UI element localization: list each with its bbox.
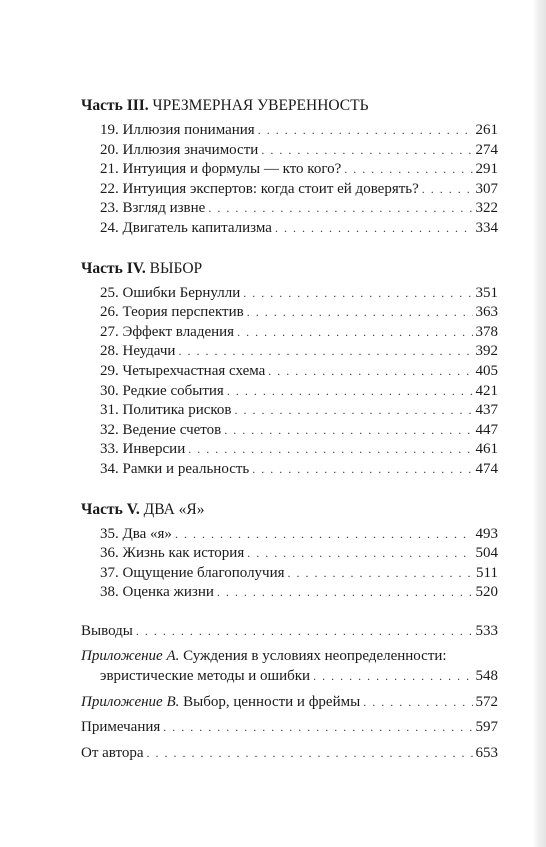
- toc-entry[interactable]: [81, 583, 498, 603]
- part-title: ВЫБОР: [145, 259, 203, 277]
- dot-leader: [235, 401, 473, 421]
- dot-leader: [363, 693, 472, 713]
- part-title: ЧРЕЗМЕРНАЯ УВЕРЕННОСТЬ: [148, 97, 369, 114]
- chapter-title: 34. Рамки и реальность: [100, 460, 250, 477]
- toc-entry[interactable]: [81, 180, 498, 200]
- page-number: 392: [475, 343, 498, 360]
- chapter-title: 22. Интуиция экспертов: когда стоит ей доверять?: [100, 180, 419, 197]
- part-heading: [81, 259, 498, 279]
- chapter-title: 19. Иллюзия понимания: [100, 122, 255, 138]
- toc-entry-appendix-a[interactable]: [81, 647, 498, 667]
- dot-leader: [313, 667, 472, 687]
- entry-title: Выводы: [81, 622, 133, 639]
- chapter-title: 38. Оценка жизни: [100, 584, 214, 601]
- page-number: 378: [475, 323, 498, 340]
- page-number: 548: [475, 668, 498, 685]
- part-number: Часть V.: [81, 500, 140, 518]
- page-number: 533: [475, 622, 498, 639]
- page-number: 261: [475, 122, 498, 138]
- toc-entry-appendix-a-cont[interactable]: [81, 667, 498, 687]
- chapter-title: 27. Эффект владения: [100, 323, 235, 340]
- part-heading: [81, 500, 498, 520]
- back-block: [81, 693, 498, 713]
- chapter-title: 31. Политика рисков: [100, 402, 232, 419]
- page-number: 511: [476, 564, 498, 581]
- back-block: [81, 647, 498, 686]
- dot-leader: [261, 141, 472, 161]
- toc-entry[interactable]: [81, 421, 498, 441]
- page-number: 291: [475, 161, 498, 178]
- chapter-title: 32. Ведение счетов: [100, 421, 222, 438]
- page-number: 474: [475, 460, 498, 477]
- chapter-title: 30. Редкие события: [100, 382, 224, 399]
- appendix-label: Приложение А.: [81, 648, 180, 665]
- appendix-title: Выбор, ценности и фреймы: [179, 693, 361, 710]
- toc-entry[interactable]: [81, 460, 498, 480]
- dot-leader: [252, 460, 472, 480]
- dot-leader: [175, 525, 473, 545]
- part-section: [81, 500, 498, 603]
- dot-leader: [268, 362, 472, 382]
- part-number: Часть IV.: [81, 259, 146, 277]
- toc-entry[interactable]: [81, 323, 498, 343]
- dot-leader: [237, 323, 472, 343]
- appendix-label: Приложение B.: [81, 693, 180, 710]
- entry-title: От автора: [81, 744, 144, 761]
- toc-entry[interactable]: [81, 303, 498, 323]
- dot-leader: [344, 160, 472, 180]
- page-number: 405: [475, 362, 498, 379]
- dot-leader: [258, 121, 473, 141]
- page-number: 307: [475, 180, 498, 197]
- chapter-title: 23. Взгляд извне: [100, 200, 206, 217]
- toc-entry[interactable]: [81, 401, 498, 421]
- dot-leader: [247, 303, 473, 323]
- page-number: 493: [475, 525, 498, 542]
- toc-entry-appendix-b[interactable]: [81, 693, 498, 713]
- entry-title: [81, 693, 360, 713]
- part-title: ДВА «Я»: [139, 500, 205, 518]
- toc-entry[interactable]: [81, 342, 498, 362]
- chapter-title: 25. Ошибки Бернулли: [100, 284, 241, 301]
- toc-entry[interactable]: [81, 141, 498, 161]
- page-number: 572: [475, 693, 498, 710]
- page-number: 421: [475, 382, 498, 399]
- page-number: 653: [475, 744, 498, 761]
- toc-entry[interactable]: [81, 199, 498, 219]
- dot-leader: [147, 744, 473, 764]
- chapter-title: 24. Двигатель капитализма: [100, 219, 272, 236]
- toc-entry[interactable]: [81, 525, 498, 545]
- page-number: 351: [475, 284, 498, 301]
- appendix-title-line2: эвристические методы и ошибки: [100, 668, 311, 685]
- toc-entry[interactable]: [81, 121, 498, 141]
- page-number: 504: [475, 545, 498, 562]
- toc-entry[interactable]: [81, 160, 498, 180]
- dot-leader: [188, 440, 472, 460]
- chapter-title: 33. Инверсии: [100, 441, 186, 458]
- page-number: 363: [475, 304, 498, 321]
- toc-entry[interactable]: [81, 284, 498, 304]
- back-matter: [81, 622, 498, 764]
- part-entries: [81, 121, 498, 239]
- part-number: Часть III.: [81, 97, 149, 114]
- toc-entry[interactable]: [81, 544, 498, 564]
- table-of-contents: [81, 96, 498, 769]
- toc-entry[interactable]: [81, 382, 498, 402]
- dot-leader: [217, 583, 473, 603]
- entry-title: Примечания: [81, 719, 161, 736]
- chapter-title: 29. Четырехчастная схема: [100, 362, 266, 379]
- back-block: [81, 622, 498, 642]
- page-number: 461: [475, 441, 498, 458]
- toc-entry-notes[interactable]: [81, 718, 498, 738]
- chapter-title: 35. Два «я»: [100, 525, 172, 542]
- dot-leader: [243, 284, 472, 304]
- dot-leader: [422, 180, 473, 200]
- toc-entry[interactable]: [81, 440, 498, 460]
- toc-entry-author[interactable]: [81, 744, 498, 764]
- chapter-title: 21. Интуиция и формулы — кто кого?: [100, 161, 342, 178]
- chapter-title: 37. Ощущение благополучия: [100, 564, 285, 581]
- page-number: 520: [475, 584, 498, 601]
- page-edge-shadow: [532, 0, 546, 847]
- chapter-title: 26. Теория перспектив: [100, 304, 244, 321]
- appendix-title-line1: Суждения в условиях неопределенности:: [179, 648, 447, 665]
- dot-leader: [288, 564, 474, 584]
- dot-leader: [178, 342, 472, 362]
- page-number: 334: [475, 219, 498, 236]
- page-number: 274: [475, 141, 498, 158]
- page-number: 597: [475, 719, 498, 736]
- part-section: [81, 96, 498, 239]
- dot-leader: [275, 219, 473, 239]
- dot-leader: [247, 544, 472, 564]
- toc-entry[interactable]: [81, 564, 498, 584]
- chapter-title: 28. Неудачи: [100, 343, 176, 360]
- toc-entry-conclusions[interactable]: [81, 622, 498, 642]
- back-block: [81, 744, 498, 764]
- part-entries: [81, 525, 498, 603]
- page-number: 447: [475, 421, 498, 438]
- back-block: [81, 718, 498, 738]
- entry-title: [81, 647, 447, 667]
- dot-leader: [136, 622, 473, 642]
- chapter-title: 20. Иллюзия значимости: [100, 141, 259, 158]
- toc-entry[interactable]: [81, 362, 498, 382]
- toc-entry[interactable]: [81, 219, 498, 239]
- part-entries: [81, 284, 498, 480]
- dot-leader: [163, 718, 472, 738]
- dot-leader: [227, 382, 473, 402]
- page-number: 437: [475, 402, 498, 419]
- dot-leader: [208, 199, 472, 219]
- page-number: 322: [475, 200, 498, 217]
- part-section: [81, 259, 498, 480]
- part-heading: [81, 96, 498, 116]
- chapter-title: 36. Жизнь как история: [100, 545, 245, 562]
- dot-leader: [224, 421, 472, 441]
